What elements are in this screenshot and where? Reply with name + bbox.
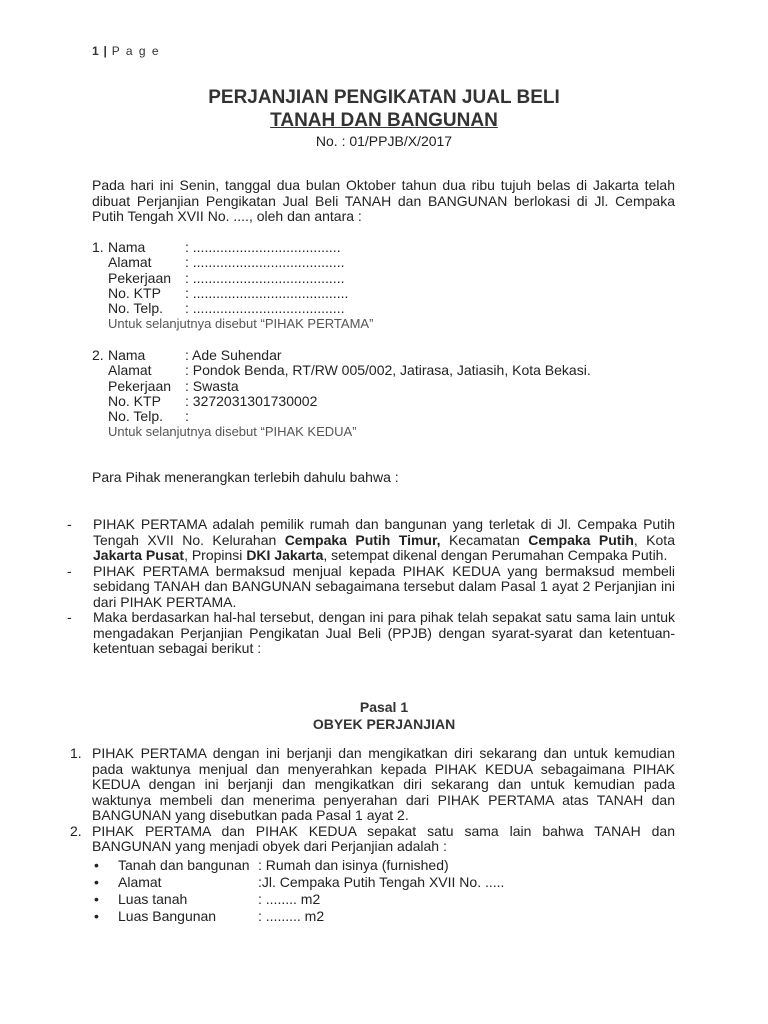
- pasal-items: [70, 746, 675, 925]
- recitals-list: [67, 517, 675, 657]
- party-two-number: 2.: [92, 347, 104, 363]
- party-one-row: 1. Nama : ......................................: [92, 239, 341, 255]
- pasal-item: 2. PIHAK PERTAMA dan PIHAK KEDUA sepakat satu sama lain bahwa TANAH dan BANGUNAN yang menjadi obyek dari Perjanjian adalah :: [70, 822, 675, 854]
- party-one-row: No. Telp. : .......................................: [108, 300, 345, 317]
- object-detail-item: • Luas tanah : ........ m2: [94, 890, 321, 907]
- party-two-note: Untuk selanjutnya disebut “PIHAK KEDUA”: [108, 424, 357, 440]
- header-separator: |: [103, 44, 107, 58]
- pasal-subheading: OBYEK PERJANJIAN: [312, 716, 456, 732]
- intro-paragraph: Pada hari ini Senin, tanggal dua bulan Oktober tahun dua ribu tujuh belas di Jakarta telah dibuat Perjanjian Pengikatan Jual Beli TANAH dan BANGUNAN berlokasi di Jl. Cempaka Putih Tengah XVII No. ...., oleh dan antara :: [92, 177, 675, 224]
- object-details-list: [94, 857, 675, 925]
- bullet-icon: •: [94, 890, 99, 907]
- party-one-row: Pekerjaan : .......................................: [108, 269, 345, 286]
- page-label: P a g e: [111, 44, 161, 58]
- document-title: PERJANJIAN PENGIKATAN JUAL BELI: [208, 87, 560, 108]
- party-two-block: [92, 348, 692, 440]
- bullet-icon: •: [94, 856, 99, 873]
- party-one-number: 1.: [92, 239, 104, 255]
- pasal-item: 1. PIHAK PERTAMA dengan ini berjanji dan mengikatkan diri sekarang dan untuk kemudian pada waktunya menjual dan menyerahkan kepada PIHAK KEDUA sebagaimana PIHAK KEDUA dengan ini berjanji dan mengikatkan diri sekarang dan untuk kemudian pada waktunya membeli dan menerima penyerahan dari PIHAK PERTAMA atas TANAH dan BANGUNAN yang disebutkan pada Pasal 1 ayat 2.: [70, 745, 675, 823]
- party-two-row: 2. Nama : Ade Suhendar: [92, 347, 282, 363]
- party-two-row: Alamat : Pondok Benda, RT/RW 005/002, Jatirasa, Jatiasih, Kota Bekasi.: [108, 362, 591, 379]
- party-one-block: [92, 240, 692, 332]
- object-detail-item: • Alamat :Jl. Cempaka Putih Tengah XVII No. .....: [94, 873, 505, 890]
- recital-item: - PIHAK PERTAMA adalah pemilik rumah dan bangunan yang terletak di Jl. Cempaka Putih Tengah XVII No. Kelurahan Cempaka Putih Timur, Kecamatan Cempaka Putih, Kota Jakarta Pusat, Propinsi DKI Jakarta, setempat dikenal dengan Perumahan Cempaka Putih.: [67, 516, 675, 563]
- recital-item: - Maka berdasarkan hal-hal tersebut, dengan ini para pihak telah sepakat satu sama lain untuk mengadakan Perjanjian Pengikatan Jual Beli (PPJB) dengan syarat-syarat dan ketentuan-ketentuan sebagai berikut :: [67, 609, 675, 656]
- recital-item: - PIHAK PERTAMA bermaksud menjual kepada PIHAK KEDUA yang bermaksud membeli sebidang TANAH dan BANGUNAN sebagaimana tersebut dalam Pasal 1 ayat 2 Perjanjian ini dari PIHAK PERTAMA.: [67, 562, 675, 610]
- lead-sentence: Para Pihak menerangkan terlebih dahulu bahwa :: [92, 469, 399, 485]
- document-subtitle: TANAH DAN BANGUNAN: [270, 110, 498, 131]
- document-number: No. : 01/PPJB/X/2017: [315, 133, 453, 149]
- object-detail-item: • Luas Bangunan : ......... m2: [94, 907, 325, 924]
- party-two-row: No. Telp. :: [108, 408, 189, 425]
- party-two-row: Pekerjaan : Swasta: [108, 377, 239, 394]
- object-detail-item: • Tanah dan bangunan : Rumah dan isinya (furnished): [94, 856, 449, 873]
- bullet-icon: •: [94, 873, 99, 890]
- party-one-row: Alamat : .......................................: [108, 254, 345, 271]
- party-two-row: No. KTP : 3272031301730002: [108, 392, 318, 409]
- party-one-note: Untuk selanjutnya disebut “PIHAK PERTAMA”: [108, 316, 374, 332]
- bullet-icon: •: [94, 907, 99, 924]
- pasal-heading: Pasal 1: [359, 699, 409, 715]
- page-header: [92, 44, 160, 58]
- party-one-row: No. KTP : ........................................: [108, 284, 349, 301]
- page-number: 1: [92, 44, 99, 58]
